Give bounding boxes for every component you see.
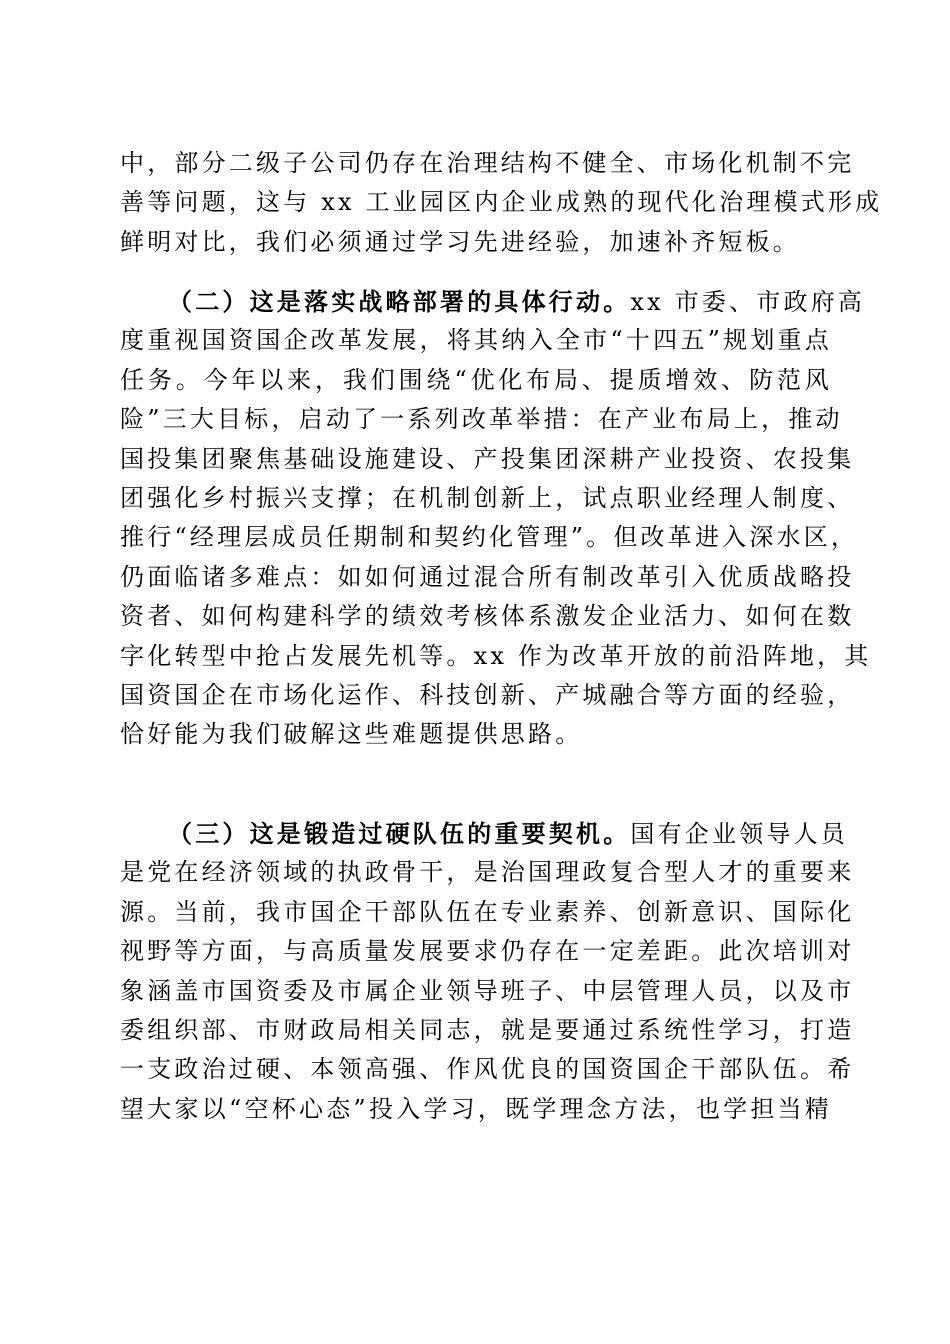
paragraph-3-heading: （三）这是锻造过硬队伍的重要契机。	[168, 819, 631, 848]
paragraph-2	[120, 282, 872, 755]
paragraph-2-line: 资者、如何构建科学的绩效考核体系激发企业活力、如何在数	[120, 602, 855, 631]
paragraph-3	[120, 814, 855, 1129]
paragraph-3-line: 是党在经济领域的执政骨干，是治国理政复合型人才的重要来	[120, 858, 855, 887]
paragraph-2-heading: （二）这是落实战略部署的具体行动。	[168, 287, 631, 316]
paragraph-2-line: 国资国企在市场化运作、科技创新、产城融合等方面的经验，	[120, 680, 855, 709]
paragraph-2-first-line	[120, 282, 866, 321]
paragraph-2-line: 度重视国资国企改革发展，将其纳入全市“十四五”规划重点	[120, 326, 832, 355]
paragraph-2-line: 团强化乡村振兴支撑；在机制创新上，试点职业经理人制度、	[120, 483, 855, 512]
paragraph-2-line: 仍面临诸多难点：如如何通过混合所有制改革引入优质战略投	[120, 562, 855, 591]
paragraph-2-line: 字化转型中抢占发展先机等。xx 作为改革开放的前沿阵地，其	[120, 641, 872, 670]
paragraph-3-first-line	[120, 814, 849, 853]
paragraph-3-line: 视野等方面，与高质量发展要求仍存在一定差距。此次培训对	[120, 937, 855, 966]
paragraph-2-first-line-text: xx 市委、市政府高	[630, 288, 866, 316]
paragraph-1-line: 鲜明对比，我们必须通过学习先进经验，加速补齐短板。	[120, 227, 800, 256]
paragraph-2-line: 国投集团聚焦基础设施建设、产投集团深耕产业投资、农投集	[120, 444, 855, 473]
paragraph-3-line: 源。当前，我市国企干部队伍在专业素养、创新意识、国际化	[120, 897, 855, 926]
paragraph-1	[120, 144, 883, 262]
paragraph-2-line: 推行“经理层成员任期制和契约化管理”。但改革进入深水区，	[120, 523, 859, 552]
paragraph-3-line: 象涵盖市国资委及市属企业领导班子、中层管理人员，以及市	[120, 976, 855, 1005]
paragraph-3-line: 委组织部、市财政局相关同志，就是要通过系统性学习，打造	[120, 1015, 855, 1044]
paragraph-1-line: 中，部分二级子公司仍存在治理结构不健全、市场化机制不完	[120, 149, 855, 177]
paragraph-1-line: 善等问题，这与 xx 工业园区内企业成熟的现代化治理模式形成	[120, 188, 883, 217]
paragraph-2-line: 任务。今年以来，我们围绕“优化布局、提质增效、防范风	[120, 365, 832, 394]
paragraph-2-line: 险”三大目标，启动了一系列改革举措：在产业布局上，推动	[120, 405, 843, 434]
paragraph-2-line: 恰好能为我们破解这些难题提供思路。	[120, 720, 583, 749]
paragraph-3-line: 一支政治过硬、本领高强、作风优良的国资国企干部队伍。希	[120, 1055, 855, 1084]
paragraph-3-first-line-text: 国有企业领导人员	[630, 820, 849, 848]
paragraph-3-line: 望大家以“空杯心态”投入学习，既学理念方法，也学担当精	[120, 1094, 832, 1123]
